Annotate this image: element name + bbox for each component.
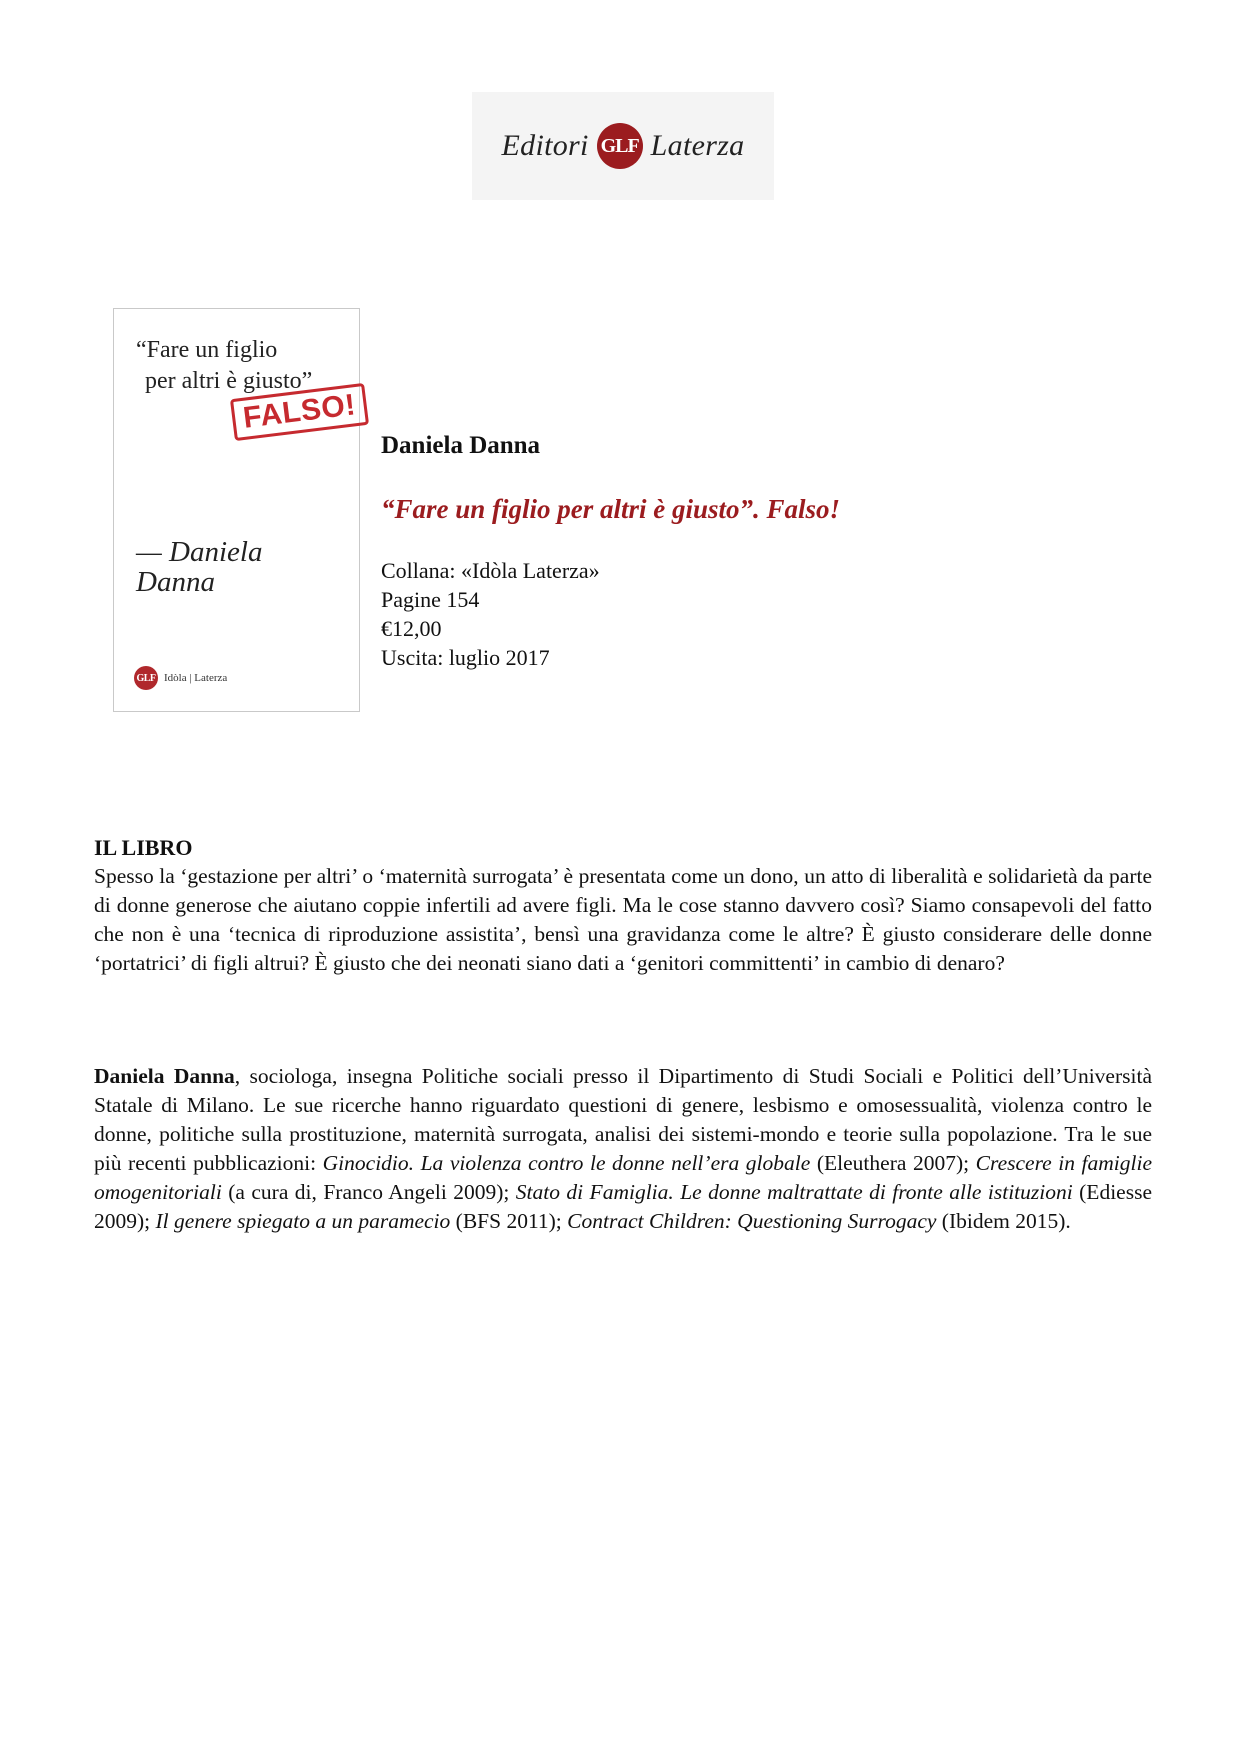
cover-title	[136, 335, 312, 397]
bio-text: (Ibidem 2015).	[936, 1209, 1071, 1233]
book-series: Collana: «Idòla Laterza»	[381, 558, 600, 583]
bio-text: , sociologa, insegna Politiche sociali presso il Dipartimento di Studi Sociali e Politici dell’Università Statale di Milano. Le sue ricerche hanno riguardato questioni di genere, lesbismo e omosessualità, violenza contro le donne, politiche sulla prostituzione, maternità surrogata, analisi dei sistemi-mondo e teorie sulla popolazione. Tra le sue più recenti pubblicazioni:	[94, 1064, 1152, 1175]
bio-text: (a cura di, Franco Angeli 2009);	[221, 1180, 516, 1204]
bio-work-title: Contract Children: Questioning Surrogacy	[567, 1209, 937, 1233]
book-title: “Fare un figlio per altri è giusto”. Falso!	[381, 494, 841, 524]
book-meta	[381, 556, 600, 672]
logo-text-right: Laterza	[650, 129, 745, 162]
bio-work-title: Crescere in famiglie omogenitoriali	[94, 1151, 1153, 1204]
cover-seal-icon: GLF	[134, 666, 158, 690]
author-bio	[94, 1062, 1152, 1236]
cover-title-line2: per altri è giusto”	[145, 368, 313, 394]
book-cover	[113, 308, 360, 712]
bio-text: (BFS 2011);	[450, 1209, 568, 1233]
cover-author-line2: Danna	[136, 566, 215, 598]
bio-work-title: Il genere spiegato a un paramecio	[155, 1209, 451, 1233]
logo-text-left: Editori	[501, 129, 589, 162]
book-pages: Pagine 154	[381, 587, 480, 612]
bio-text: (Ediesse 2009);	[94, 1180, 1152, 1233]
section-heading-il-libro: IL LIBRO	[94, 835, 193, 860]
book-release: Uscita: luglio 2017	[381, 645, 550, 670]
falso-stamp: FALSO!	[230, 383, 369, 441]
cover-author-line1: — Daniela	[136, 536, 263, 568]
bio-author-name: Daniela Danna	[94, 1064, 235, 1088]
book-description: Spesso la ‘gestazione per altri’ o ‘maternità surrogata’ è presentata come un dono, un atto di liberalità e solidarietà da parte di donne generose che aiutano coppie infertili ad avere figli. Ma le cose stanno davvero così? Siamo consapevoli del fatto che non è una ‘tecnica di riproduzione assistita’, bensì una gravidanza come le altre? È giusto considerare delle donne ‘portatrici’ di figli altrui? È giusto che dei neonati siano dati a ‘genitori committenti’ in cambio di denaro?	[94, 864, 1152, 975]
publisher-logo	[472, 92, 774, 200]
bio-text: (Eleuthera 2007);	[810, 1151, 976, 1175]
book-author: Daniela Danna	[381, 432, 541, 459]
bio-work-title: Ginocidio. La violenza contro le donne nell’era globale	[322, 1151, 811, 1175]
cover-title-line1: “Fare un figlio	[136, 337, 278, 363]
logo-seal-icon: GLF	[597, 123, 643, 169]
cover-author	[136, 537, 262, 597]
cover-series	[134, 666, 227, 690]
bio-work-title: Stato di Famiglia. Le donne maltrattate di fronte alle istituzioni	[515, 1180, 1073, 1204]
cover-series-label: Idòla | Laterza	[164, 672, 228, 684]
book-price: €12,00	[381, 616, 442, 641]
